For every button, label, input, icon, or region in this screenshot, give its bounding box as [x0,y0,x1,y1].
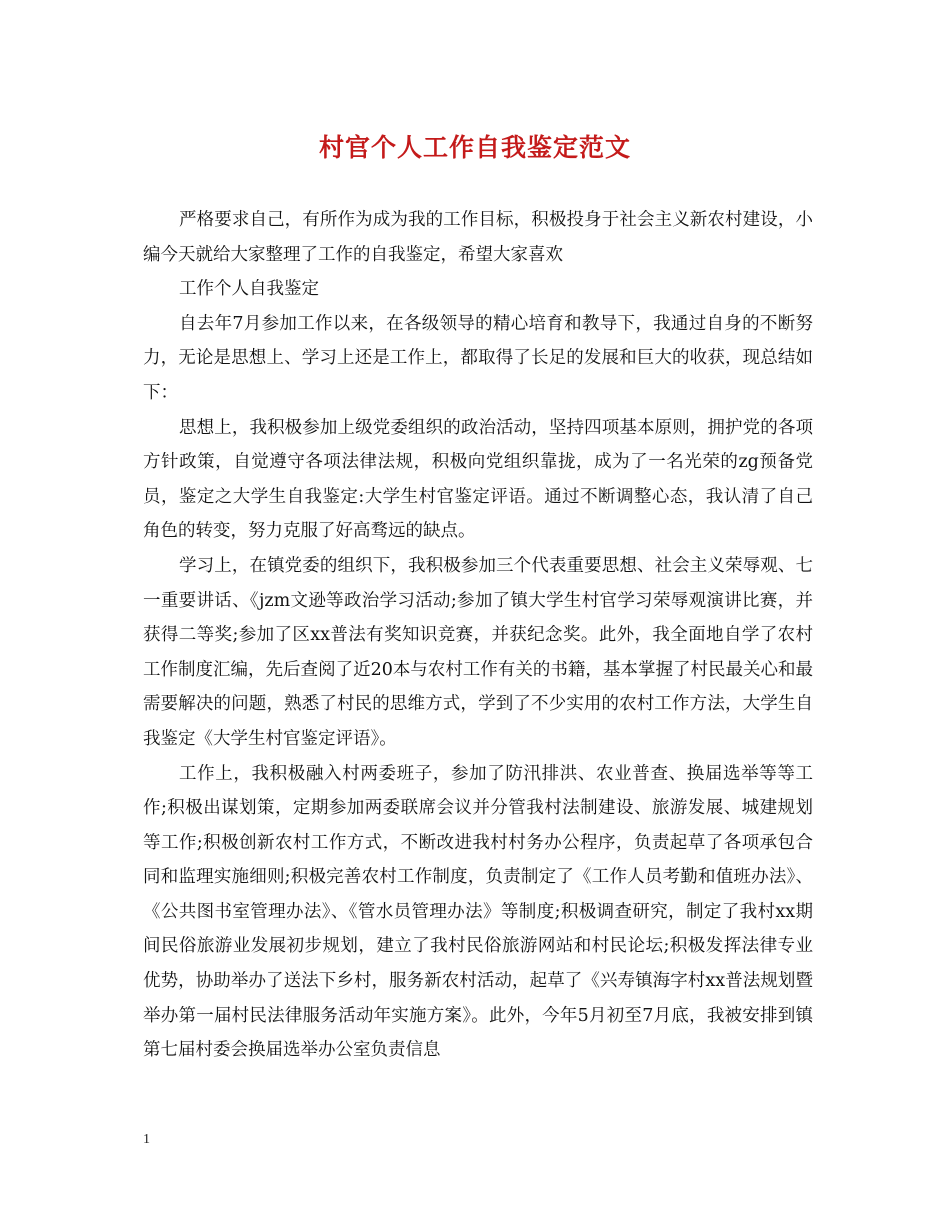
paragraph-intro: 严格要求自己，有所作为成为我的工作目标，积极投身于社会主义新农村建设，小编今天就给大家整理了工作的自我鉴定，希望大家喜欢 [143,210,813,265]
paragraph-summary: 自去年7月参加工作以来，在各级领导的精心培育和教导下，我通过自身的不断努力，无论是思想上、学习上还是工作上，都取得了长足的发展和巨大的收获，现总结如下： [143,313,813,403]
paragraph-study: 学习上，在镇党委的组织下，我积极参加三个代表重要思想、社会主义荣辱观、七一重要讲话、《jzm文逊等政治学习活动;参加了镇大学生村官学习荣辱观演讲比赛，并获得二等奖;参加了区xx普法有奖知识竞赛，并获纪念奖。此外，我全面地自学了农村工作制度汇编，先后查阅了近20本与农村工作有关的书籍，基本掌握了村民最关心和最需要解决的问题，熟悉了村民的思维方式，学到了不少实用的农村工作方法，大学生自我鉴定《大学生村官鉴定评语》。 [143,555,813,749]
page-number: 1 [143,1132,150,1147]
paragraph-work: 工作上，我积极融入村两委班子，参加了防汛排洪、农业普查、换届选举等等工作;积极出谋划策，定期参加两委联席会议并分管我村法制建设、旅游发展、城建规划等工作;积极创新农村工作方式，不断改进我村村务办公程序，负责起草了各项承包合同和监理实施细则;积极完善农村工作制度，负责制定了《工作人员考勤和值班办法》、《公共图书室管理办法》、《管水员管理办法》等制度;积极调查研究，制定了我村xx期间民俗旅游业发展初步规划，建立了我村民俗旅游网站和村民论坛;积极发挥法律专业优势，协助举办了送法下乡村，服务新农村活动，起草了《兴寿镇海字村xx普法规划暨举办第一届村民法律服务活动年实施方案》。此外，今年5月初至7月底，我被安排到镇第七届村委会换届选举办公室负责信息 [143,763,813,1061]
paragraph-thought: 思想上，我积极参加上级党委组织的政治活动，坚持四项基本原则，拥护党的各项方针政策，自觉遵守各项法律法规，积极向党组织靠拢，成为了一名光荣的zg预备党员，鉴定之大学生自我鉴定:大学生村官鉴定评语。通过不断调整心态，我认清了自己角色的转变，努力克服了好高骛远的缺点。 [143,417,813,542]
document-title: 村官个人工作自我鉴定范文 [318,133,631,162]
section-heading: 工作个人自我鉴定 [179,279,319,300]
document-body [143,203,813,1068]
